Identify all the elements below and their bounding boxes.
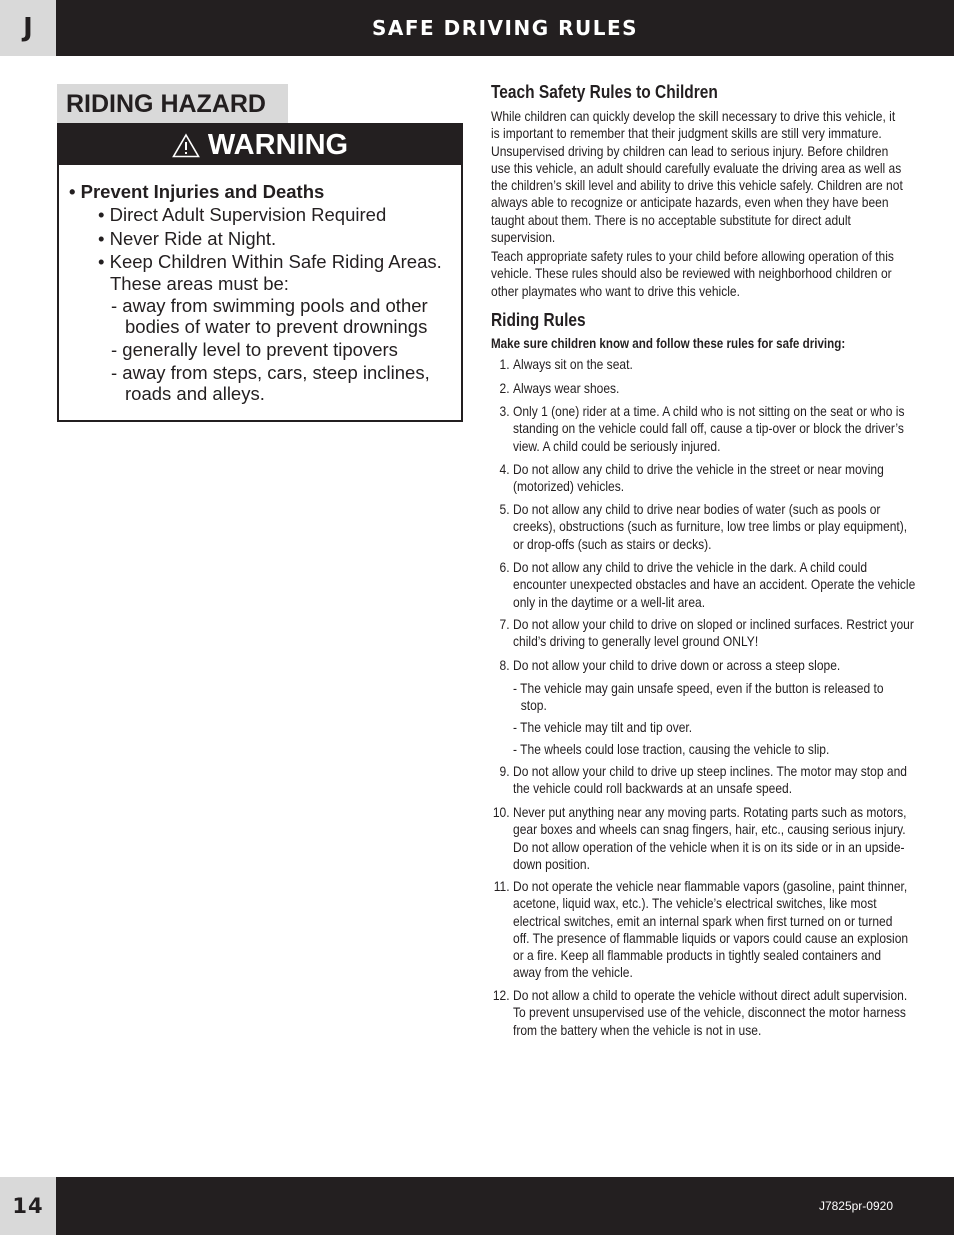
- rule-item: 12. Do not allow a child to operate the vehicle without direct adult supervision. To prevent unsupervised use of the vehicle, disconnect the motor harness from the battery when the vehicle is not in use.: [492, 987, 908, 1038]
- riding-rules-intro: Make sure children know and follow these rules for safe driving:: [491, 336, 846, 351]
- rule-subitem: - The wheels could lose traction, causing the vehicle to slip.: [513, 741, 830, 757]
- warning-line: • Prevent Injuries and Deaths: [69, 181, 325, 202]
- warning-line: These areas must be:: [110, 273, 289, 294]
- rule-item: 6. Do not allow any child to drive the vehicle in the dark. A child could encounter unexpected obstacles and have an accident. Operate the vehicle only in the daytime or a well-lit area.: [499, 559, 916, 610]
- rule-item: 10. Never put anything near any moving parts. Rotating parts such as motors, gear boxes and wheels can snag fingers, hair, etc., causing serious injury. Do not allow operation of the vehicle when it is on its side or in an upside-down position.: [492, 804, 907, 872]
- warning-triangle-icon: [172, 133, 200, 158]
- page-number: 14: [0, 1177, 56, 1235]
- warning-line: • Keep Children Within Safe Riding Areas.: [98, 251, 442, 272]
- rule-item: 2. Always wear shoes.: [499, 380, 620, 396]
- section-letter: J: [0, 0, 56, 56]
- page-title: SAFE DRIVING RULES: [371, 16, 639, 40]
- document-code: J7825pr-0920: [818, 1199, 893, 1213]
- warning-line: - away from steps, cars, steep inclines,: [111, 362, 430, 383]
- rule-item: 4. Do not allow any child to drive the vehicle in the street or near moving (motorized) vehicles.: [499, 461, 884, 495]
- teach-paragraph-2: Teach appropriate safety rules to your child before allowing operation of this vehicle. These rules should also be reviewed with neighborhood children or other playmates who want to drive this vehicle.: [491, 248, 894, 299]
- rule-item: 5. Do not allow any child to drive near bodies of water (such as pools or creeks), obstructions (such as furniture, low tree limbs or play equipment), or drop-offs (such as stairs or decks).: [499, 501, 908, 552]
- rule-subitem: - The vehicle may tilt and tip over.: [513, 719, 693, 735]
- rule-item: 3. Only 1 (one) rider at a time. A child who is not sitting on the seat or who is standing on the vehicle could fall off, cause a tip-over or block the driver’s view. A child could be seriously injured.: [499, 403, 905, 454]
- warning-line: - generally level to prevent tipovers: [111, 339, 398, 360]
- rule-item: 9. Do not allow your child to drive up steep inclines. The motor may stop and the vehicle could roll backwards at an unsafe speed.: [499, 763, 907, 797]
- warning-line: roads and alleys.: [125, 383, 265, 404]
- rule-item: 7. Do not allow your child to drive on sloped or inclined surfaces. Restrict your child’s driving to generally level ground ONLY!: [499, 616, 914, 650]
- teach-heading: Teach Safety Rules to Children: [491, 82, 718, 102]
- rule-item: 11. Do not operate the vehicle near flammable vapors (gasoline, paint thinner, acetone, liquid wax, etc.). The vehicle’s electrical switches, like most electrical switches, emit an internal spark when first turned on or turned off. The presence of flammable liquids or vapors could cause an explosion or a fire. Keep all flammable products in tightly sealed containers and away from the vehicle.: [493, 878, 909, 981]
- warning-line: bodies of water to prevent drownings: [125, 316, 428, 337]
- warning-box: [57, 123, 463, 422]
- riding-rules-heading: Riding Rules: [491, 310, 586, 330]
- warning-signal-word: WARNING: [207, 128, 349, 161]
- page-footer: [0, 1177, 954, 1235]
- rule-item: 1. Always sit on the seat.: [499, 356, 633, 372]
- rule-subitem: - The vehicle may gain unsafe speed, even if the button is released to stop.: [513, 680, 884, 714]
- teach-paragraph-1: While children can quickly develop the skill necessary to drive this vehicle, it is important to remember that their judgment skills are still very immature. Unsupervised driving by children can lead to serious injury. Before children use this vehicle, an adult should carefully evaluate the driving area as well as the children’s skill level and ability to drive this vehicle safely. Children are not always able to recognize or anticipate hazards, even when they have been taught about them. There is no acceptable substitute for direct adult supervision.: [491, 108, 903, 246]
- warning-line: - away from swimming pools and other: [111, 295, 428, 316]
- page-header: [0, 0, 954, 56]
- rule-item: 8. Do not allow your child to drive down or across a steep slope.: [499, 657, 841, 673]
- warning-line: • Never Ride at Night.: [98, 228, 277, 249]
- warning-bar: [59, 125, 461, 165]
- riding-hazard-title: RIDING HAZARD: [57, 84, 288, 124]
- warning-line: • Direct Adult Supervision Required: [98, 204, 387, 225]
